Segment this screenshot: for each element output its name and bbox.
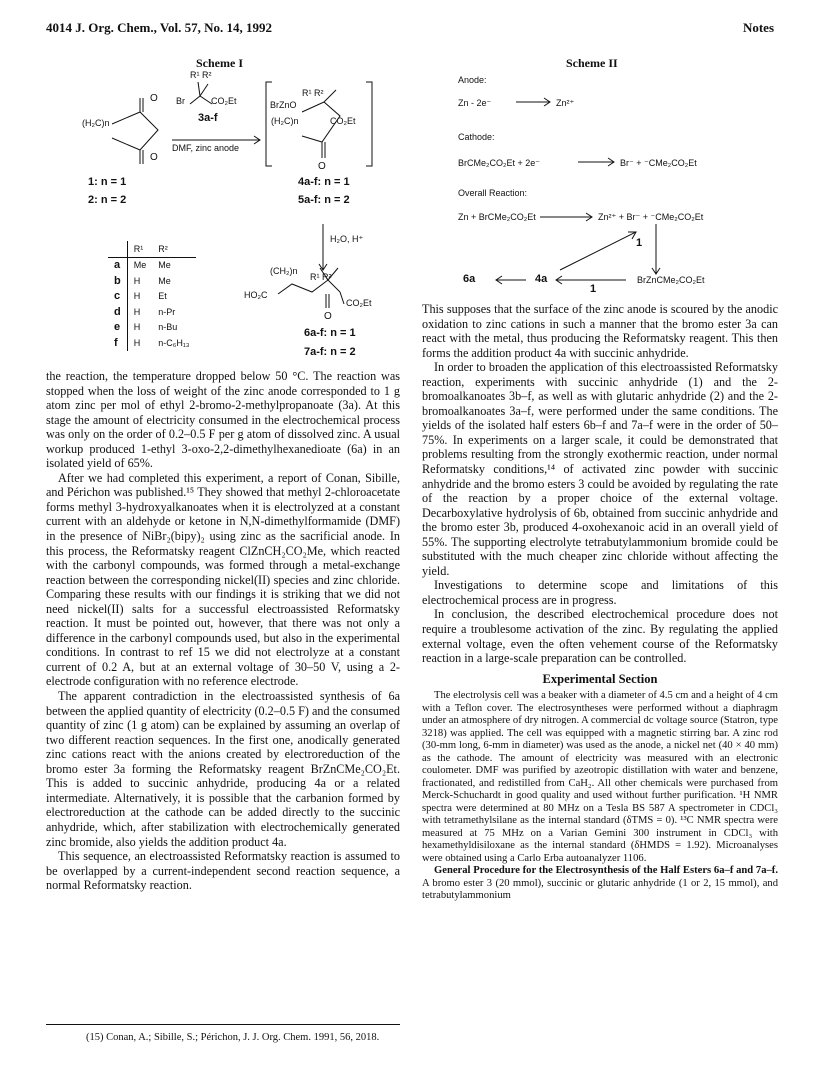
anhydride-O-bottom: O — [150, 152, 158, 163]
left-column — [46, 369, 400, 893]
product-r-labels: R¹ R² — [310, 272, 332, 282]
reagent-label: 3a-f — [198, 112, 218, 124]
product-ester: CO₂Et — [346, 298, 372, 308]
table-cell: Et — [158, 291, 167, 302]
overall-eq-right: Zn²⁺ + Br⁻ + ⁻CMe₂CO₂Et — [598, 212, 704, 222]
table-header-cell — [108, 241, 127, 257]
running-header: 4014 J. Org. Chem., Vol. 57, No. 14, 1992 — [46, 20, 273, 35]
table-cell: f — [108, 335, 127, 351]
cycle-label-1-top: 1 — [636, 237, 643, 249]
table-cell: Me — [133, 260, 147, 271]
intermediate-r-labels: R¹ R² — [302, 88, 324, 98]
table-cell: c — [108, 289, 127, 305]
scheme1-drawing — [40, 72, 420, 372]
procedure-paragraph — [422, 865, 778, 903]
table-row — [108, 273, 196, 289]
scheme2-arrows — [440, 60, 770, 300]
scheme1-title: Scheme I — [196, 56, 243, 70]
anode-eq-left: Zn - 2e⁻ — [458, 98, 492, 108]
table-cell: e — [108, 320, 127, 336]
table-row — [108, 335, 196, 351]
label-4a: 4a-f: n = 1 — [298, 176, 350, 188]
intermediate-brzno: BrZnO — [270, 100, 297, 110]
table-cell: n-Bu — [158, 322, 178, 333]
right-paragraph: In conclusion, the described electrochemical procedure does not require a troublesome activation of the zinc. By regulating the applied external voltage, even the often vehement course of the Reformatsky reaction in a large-scale preparation can be controlled. — [422, 607, 778, 666]
cycle-6a: 6a — [463, 273, 476, 285]
cycle-reagent: BrZnCMe₂CO₂Et — [637, 275, 705, 285]
table-cell: H — [133, 275, 141, 286]
conditions-label: DMF, zinc anode — [172, 143, 240, 153]
table-row — [108, 304, 196, 320]
table-cell: H — [133, 306, 141, 317]
left-paragraph: The apparent contradiction in the electroassisted synthesis of 6a between the applied quantity of electricity (0.2–0.5 F) and the consumed quantity of zinc (1 g atom) can be explained by assuming an overlap of two different reaction sequences. In the first one, anodically generated zinc cations react with the anions created by electroreduction of the bromo ester 3a forming the Reformatsky reagent BrZnCMe₂CO₂Et. This is added to succinic anhydride, producing 4a or a related intermediate. Alternatively, it is possible that the carbanion formed by electroreduction at the cathode can be added directly to the succinic anhydride, which, after stabilization with electrochemically generated zinc bromide, also yields the addition product 4a. — [46, 689, 401, 849]
cathode-eq-right: Br⁻ + ⁻CMe₂CO₂Et — [620, 158, 697, 168]
right-paragraph: Investigations to determine scope and limitations of this electrochemical process are in progress. — [422, 578, 778, 607]
table-header-cell: R¹ — [127, 241, 152, 257]
footnote: (15) Conan, A.; Sibille, S.; Périchon, J. J. Org. Chem. 1991, 56, 2018. — [86, 1032, 380, 1043]
reagent-r-labels: R¹ R² — [190, 70, 212, 80]
table-cell: n-Pr — [158, 306, 176, 317]
reagent-br: Br — [176, 96, 185, 106]
overall-label: Overall Reaction: — [458, 188, 528, 198]
table-header-row — [108, 241, 196, 257]
section-header: Notes — [742, 20, 774, 35]
table-cell: H — [133, 322, 141, 333]
right-paragraph: This supposes that the surface of the zinc anode is scoured by the anodic oxidation to zinc cations in such a manner that the bromo ester 3a can react with the metal, thus producing the Reformatsky reagent. This then forms the addition product 4a with succinic anhydride. — [422, 302, 778, 360]
cycle-label-1-bottom: 1 — [590, 283, 597, 295]
left-paragraph: the reaction, the temperature dropped below 50 °C. The reaction was stopped when the loss of weight of the zinc anode corresponded to 1 g atom zinc per mol of ethyl 2-bromo-2-methylpropanoate (3a). At this stage the amount of electricity consumed in the electrochemical process was only on the order of 0.2–0.5 F per g atom of dissolved zinc. A usual workup produced 1-ethyl 3-oxo-2,2-dimethylhexanedioate (6a) in an isolated yield of 65%. — [46, 369, 400, 471]
experimental-title: Experimental Section — [542, 671, 658, 686]
cathode-label: Cathode: — [458, 132, 495, 142]
table-cell: H — [133, 337, 141, 348]
product-ho2c: HO₂C — [244, 290, 268, 300]
cycle-4a: 4a — [535, 273, 548, 285]
label-5a: 5a-f: n = 2 — [298, 194, 350, 206]
overall-eq-left: Zn + BrCMe₂CO₂Et — [458, 212, 536, 222]
anhydride-O-top: O — [150, 93, 158, 104]
anode-eq-right: Zn²⁺ — [556, 98, 575, 108]
cathode-eq-left: BrCMe₂CO₂Et + 2e⁻ — [458, 158, 541, 168]
table-cell: b — [108, 273, 127, 289]
anode-label: Anode: — [458, 75, 487, 85]
table-cell: a — [108, 257, 127, 273]
table-row — [108, 289, 196, 305]
table-cell: Me — [158, 275, 171, 286]
substituent-table — [108, 241, 196, 351]
table-cell: d — [108, 304, 127, 320]
table-header-cell: R² — [152, 241, 195, 257]
table-row — [108, 320, 196, 336]
label-7a: 7a-f: n = 2 — [304, 346, 356, 358]
procedure-text: A bromo ester 3 (20 mmol), succinic or glutaric anhydride (1 or 2, 15 mmol), and tetrabutylammonium — [422, 877, 778, 902]
intermediate-ester: CO₂Et — [330, 116, 356, 126]
product-O: O — [324, 311, 332, 322]
scheme2-title: Scheme II — [566, 56, 618, 70]
left-paragraph: After we had completed this experiment, a report of Conan, Sibille, and Périchon was published.¹⁵ They showed that methyl 2-chloroacetate forms methyl 3-hydroxyalkanoates when it is electrolyzed at a constant current with an aldehyde or ketone in N,N-dimethylformamide (DMF) in the presence of NiBr₂(bipy)₂ using zinc as the sacrificial anode. In this process, the Reformatsky reagent ClZnCH₂CO₂Me, which reacted with the carbonyl compounds, was formed through a metal-exchange reaction between the corresponding nickel(II) species and zinc chloride. Comparing these results with our findings it is striking that we did not need nickel(II) salts for a successful electroassisted Reformatsky reaction. It must be pointed out, however, that there was not only a difference in the carbonyl compounds used, but also in the experimental conditions. In contrast to ref 15 we did not electrolyze at a constant current of 0.2 A, but at an external voltage of 30–50 V, using a 2-electrode configuration with no reference electrode. — [46, 470, 400, 689]
left-paragraph: This sequence, an electroassisted Reformatsky reaction is assumed to be overlapped by a current-independent second reaction sequence, a normal Reformatsky reaction. — [46, 849, 400, 893]
label-1: 1: n = 1 — [88, 176, 127, 188]
right-paragraph: In order to broaden the application of this electroassisted Reformatsky reaction, experiments with succinic anhydride (1) and the 2-bromoalkanoates 3b–f, as well as with glutaric anhydride (2) and the 2-bromoalkanoates 3a–f, were performed under the same conditions. The yields of the isolated half esters 6b–f and 7a–f were in the order of 50–75%. In experiments on a larger scale, it could be demonstrated that problems resulting from the strongly exothermic reaction, under normal Reformatsky conditions,¹⁴ of activated zinc powder with succinic anhydride and the bromo esters 3 could be avoided by regulating the rate of the reaction by a proper choice of the external voltage. Decarboxylative hydrolysis of 6b, obtained from succinic anhydride and the bromo ester 3b, produced 4-oxohexanoic acid in an overall yield of 55%. The supporting electrolyte tetrabutylammonium bromide could be substituted with the much cheaper zinc chloride without affecting the yield. — [422, 360, 778, 578]
experimental-paragraph: The electrolysis cell was a beaker with a diameter of 4.5 cm and a height of 4 cm with a Teflon cover. The electrosyntheses were performed without a diaphragm under an atmosphere of dry nitrogen. A commercial dc voltage source (Statron, type 3218) was applied. The cell was equipped with a magnetic stirring bar. A zinc rod (30-mm long, 6-mm in diameter) was used as the anode, a nickel net (40 × 40 mm) as the cathode. The amount of electricity was measured with an electronic coulometer. DMF was purified by azeotropic distillation with water and benzene, fractionated, and redistilled from CaH₂. All other chemicals were purchased from Merck-Schuchardt in good quality and used without further purification. ¹H NMR spectra were determined at 80 MHz on a Tesla BS 587 A spectrometer in CDCl₃ with tetramethylsilane as the internal standard (δTMS = 0). ¹³C NMR spectra were measured at 75 MHz on a Varian Gemini 300 instrument in CDCl₃ with hexamethyldisiloxane as the internal standard (δHMDS = 1.92). Microanalyses were obtained using a Carlo Erba autoanalyzer 1106. — [422, 690, 778, 864]
table-row — [108, 257, 196, 273]
table-cell: H — [133, 291, 141, 302]
footnote-rule — [46, 1024, 400, 1025]
table-cell: n-C₆H₁₃ — [158, 337, 190, 348]
experimental-body — [422, 690, 778, 903]
label-6a: 6a-f: n = 1 — [304, 327, 356, 339]
intermediate-ring: (H₂C)n — [271, 116, 299, 126]
right-column — [422, 302, 778, 903]
product-chain: (CH₂)n — [270, 266, 298, 276]
label-2: 2: n = 2 — [88, 194, 127, 206]
anhydride-ring-label: (H₂C)n — [82, 118, 110, 128]
intermediate-O: O — [318, 161, 326, 172]
table-cell: Me — [158, 260, 171, 271]
hydrolysis-label: H₂O, H⁺ — [330, 234, 364, 244]
reagent-ester: CO₂Et — [211, 96, 237, 106]
procedure-heading: General Procedure for the Electrosynthesis of the Half Esters 6a–f and 7a–f. — [434, 865, 778, 877]
